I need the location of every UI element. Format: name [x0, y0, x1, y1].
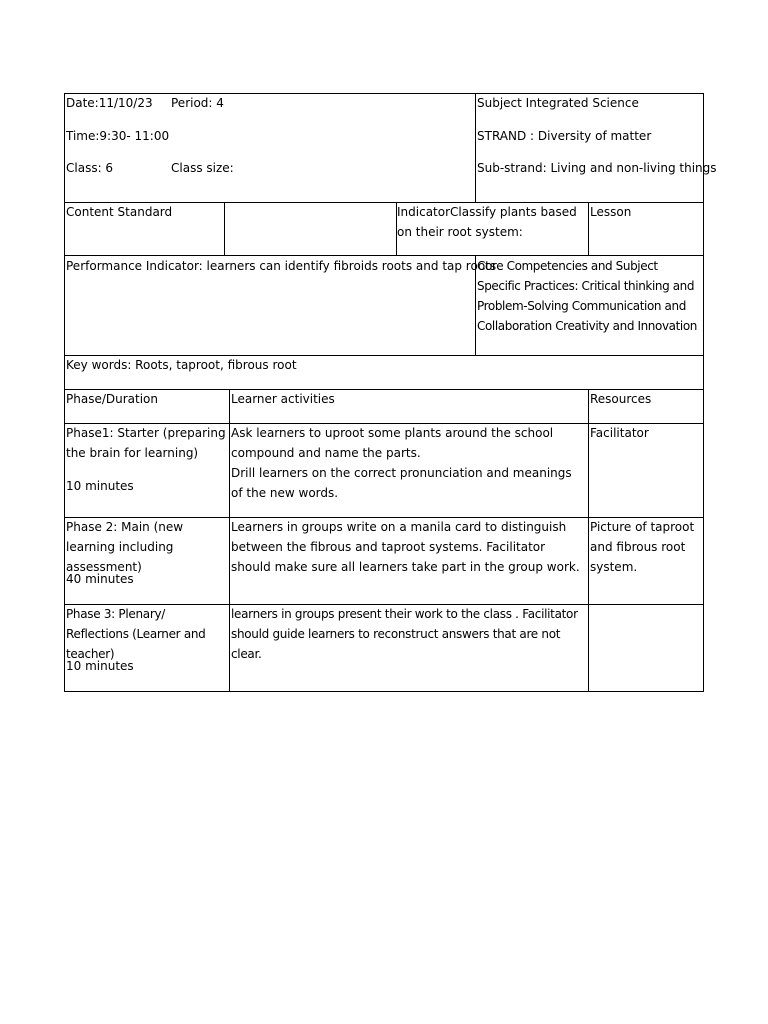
period: Period: 4 — [171, 96, 224, 110]
phase3-name: Phase 3: Plenary/ Reflections (Learner and teacher) — [66, 607, 206, 661]
phase1-resources: Facilitator — [590, 426, 649, 440]
class-size: Class size: — [171, 161, 234, 175]
phase3-resources-cell — [588, 604, 704, 692]
phase1-activity-2: Drill learners on the correct pronunciation and meanings of the new words. — [231, 466, 572, 500]
time: Time:9:30- 11:00 — [66, 129, 170, 143]
indicator-text: IndicatorClassify plants based on their root system: — [397, 205, 577, 239]
phase-duration-header: Phase/Duration — [66, 392, 158, 406]
phase1-activity-1: Ask learners to uproot some plants around the school compound and name the parts. — [231, 426, 554, 460]
phase2-name: Phase 2: Main (new learning including assessment) — [66, 520, 184, 574]
phase2-activity-1: Learners in groups write on a manila card to distinguish between the fibrous and taproot systems. Facilitator should make sure all learners take part in the group work. — [231, 520, 580, 574]
learner-activities-header: Learner activities — [231, 392, 335, 406]
sub-strand: Sub-strand: Living and non-living things — [477, 161, 717, 175]
class: Class: 6 — [66, 161, 114, 175]
keywords: Key words: Roots, taproot, fibrous root — [66, 358, 297, 372]
content-standard-value-cell — [224, 202, 397, 256]
subject: Subject Integrated Science — [477, 96, 639, 110]
core-competencies: Core Competencies and Subject Specific Practices: Critical thinking and Problem-Solving Communication and Collaboration Creativity and Innovation — [477, 259, 697, 333]
performance-indicator: Performance Indicator: learners can identify fibroids roots and tap roots — [66, 259, 497, 273]
strand: STRAND : Diversity of matter — [477, 129, 652, 143]
lesson-label: Lesson — [590, 205, 632, 219]
phase2-resources: Picture of taproot and fibrous root system. — [590, 520, 695, 574]
phase1-name: Phase1: Starter (preparing the brain for learning) — [66, 426, 226, 460]
phase1-duration: 10 minutes — [66, 479, 134, 493]
phase2-duration: 40 minutes — [66, 572, 134, 586]
phase3-duration: 10 minutes — [66, 659, 134, 673]
phase3-activity-1: learners in groups present their work to the class . Facilitator should guide learners to reconstruct answers that are not clear. — [231, 607, 578, 661]
content-standard-label: Content Standard — [66, 205, 173, 219]
resources-header: Resources — [590, 392, 652, 406]
date: Date:11/10/23 — [66, 96, 153, 110]
